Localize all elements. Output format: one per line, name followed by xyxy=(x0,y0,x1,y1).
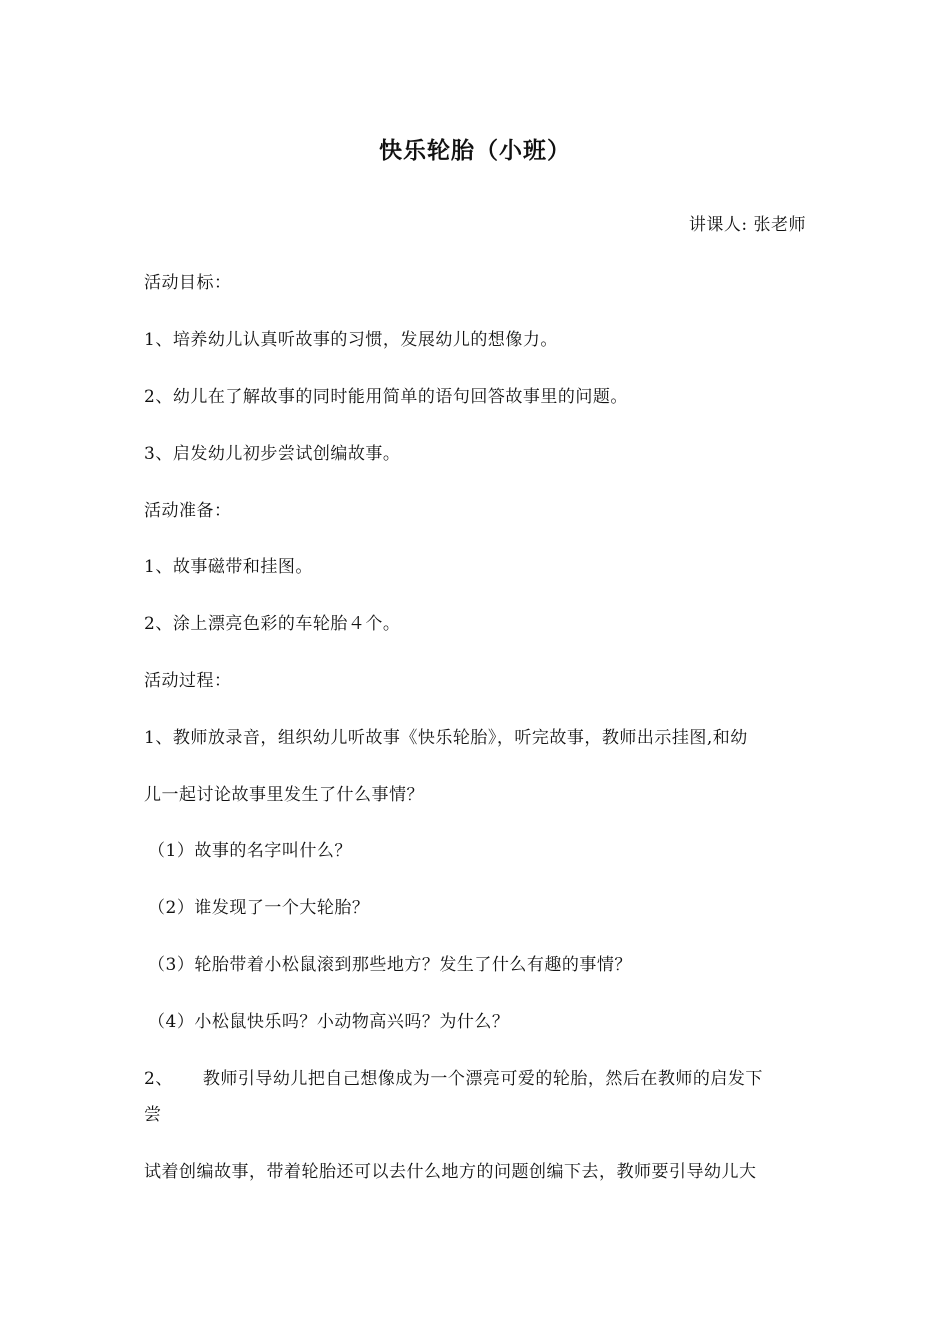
process-step-2-number: 2、 xyxy=(144,1069,173,1089)
question-2: （2）谁发现了一个大轮胎？ xyxy=(148,898,370,918)
process-heading: 活动过程： xyxy=(144,671,232,691)
question-4: （4）小松鼠快乐吗？小动物高兴吗？为什么？ xyxy=(148,1012,510,1032)
goal-item-3: 3、启发幼儿初步尝试创编故事。 xyxy=(144,444,401,464)
preparation-heading: 活动准备： xyxy=(144,501,232,521)
preparation-item-2: 2、涂上漂亮色彩的车轮胎４个。 xyxy=(144,614,401,634)
lecturer-line: 讲课人: 张老师 xyxy=(688,215,806,235)
process-step-2-line-2: 尝 xyxy=(144,1105,162,1125)
preparation-item-1: 1、故事磁带和挂图。 xyxy=(144,557,313,577)
process-step-1-line-2: 儿一起讨论故事里发生了什么事情？ xyxy=(144,785,424,805)
document-title: 快乐轮胎（小班） xyxy=(379,137,571,164)
question-1: （1）故事的名字叫什么？ xyxy=(148,841,352,861)
process-step-1-line-1: 1、教师放录音，组织幼儿听故事《快乐轮胎》，听完故事，教师出示挂图,和幼 xyxy=(144,728,748,748)
process-step-2-line-1 xyxy=(144,1064,763,1089)
process-step-2-line-3: 试着创编故事，带着轮胎还可以去什么地方的问题创编下去，教师要引导幼儿大 xyxy=(144,1162,757,1182)
question-3: （3）轮胎带着小松鼠滚到那些地方？发生了什么有趣的事情？ xyxy=(148,955,632,975)
goal-item-1: 1、培养幼儿认真听故事的习惯，发展幼儿的想像力。 xyxy=(144,330,558,350)
goal-item-2: 2、幼儿在了解故事的同时能用简单的语句回答故事里的问题。 xyxy=(144,387,628,407)
goals-heading: 活动目标： xyxy=(144,273,232,293)
process-step-2-text: 教师引导幼儿把自己想像成为一个漂亮可爱的轮胎，然后在教师的启发下 xyxy=(202,1069,763,1089)
